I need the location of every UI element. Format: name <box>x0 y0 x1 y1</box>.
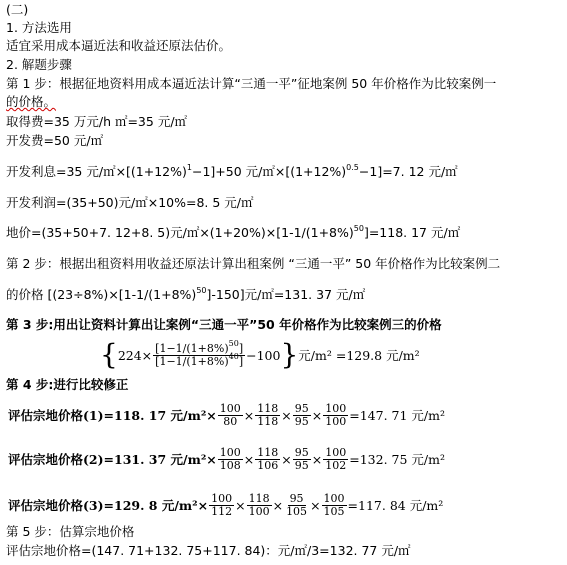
step3-formula <box>100 338 420 372</box>
right-brace: } <box>280 338 299 371</box>
fraction-denominator: 108 <box>219 458 241 472</box>
eval3-fraction <box>209 493 234 518</box>
left-brace: { <box>100 338 118 371</box>
eval2-result: =132. 75 元/m² <box>349 452 445 467</box>
eval1-fraction <box>218 403 243 428</box>
dev-profit: 开发利润=(35+50)元/㎡×10%=8. 5 元/㎡ <box>6 195 254 210</box>
eval1-fraction <box>255 403 280 428</box>
dev-cost: 开发费=50 元/㎡ <box>6 133 104 148</box>
interest-exp1: 1 <box>186 163 192 172</box>
step3-fraction <box>153 338 245 368</box>
fraction-numerator: 100 <box>219 401 241 415</box>
step2-formula <box>6 287 365 303</box>
eval2-fraction <box>323 447 348 472</box>
eval3-label: 评估宗地价格(3)=129. 8 元/m²× <box>8 498 209 513</box>
multiply-sign: × <box>243 407 255 423</box>
multiply-sign: × <box>310 497 321 513</box>
fraction-numerator: 95 <box>289 491 304 505</box>
eval1-formula <box>8 400 445 430</box>
acquire-cost: 取得费=35 万元/h ㎡=35 元/㎡ <box>6 114 188 129</box>
dev-interest <box>6 164 458 180</box>
interest-exp2: 0.5 <box>346 163 359 172</box>
method-text: 适宜采用成本逼近法和收益还原法估价。 <box>6 38 232 53</box>
eval1-result: =147. 71 元/m² <box>349 408 445 423</box>
fraction-denominator: 105 <box>323 504 345 518</box>
fraction-denominator: 100 <box>325 414 347 428</box>
fraction-denominator: 112 <box>211 504 233 518</box>
land-part2: ]=118. 17 元/㎡ <box>363 225 461 240</box>
fraction-numerator: 100 <box>323 491 345 505</box>
eval2-formula <box>8 444 445 474</box>
step1-line1: 第 1 步：根据征地资料用成本逼近法计算“三通一平”征地案例 50 年价格作为比较案例一 <box>6 76 497 91</box>
fraction-denominator: 95 <box>294 458 309 472</box>
step2-text: 第 2 步：根据出租资料用收益还原法计算出租案例 “三通一平” 50 年价格作为比较案例二 <box>6 256 501 271</box>
fraction-denominator: 95 <box>294 414 309 428</box>
multiply-sign: × <box>281 451 292 467</box>
step3-title: 第 3 步:用出让资料计算出让案例“三通一平”50 年价格作为比较案例三的价格 <box>6 317 442 332</box>
fraction-denominator: 102 <box>325 458 347 472</box>
multiply-sign: × <box>281 407 292 423</box>
method-heading: 1. 方法选用 <box>6 20 72 35</box>
step1-text <box>6 76 496 92</box>
eval3-result: =117. 84 元/m² <box>347 498 444 513</box>
multiply-sign: × <box>272 497 284 513</box>
section-heading: (二) <box>6 2 29 17</box>
step4-title: 第 4 步:进行比较修正 <box>6 377 129 392</box>
step1-line2: 的价格。 <box>6 94 57 109</box>
step3-lead: 224× <box>117 347 153 363</box>
interest-part2: −1]+50 元/㎡×[(1+12%) <box>191 164 347 179</box>
eval3-fraction <box>284 493 309 518</box>
final-price: 评估宗地价格=(147. 71+132. 75+117. 84)：元/㎡/3=132. 77 元/㎡ <box>6 543 411 558</box>
fraction-numerator: 100 <box>211 491 233 505</box>
land-price <box>6 225 460 241</box>
fraction-numerator: 95 <box>294 445 309 459</box>
eval1-fraction <box>323 403 348 428</box>
multiply-sign: × <box>235 497 246 513</box>
fraction-numerator: 118 <box>257 445 279 459</box>
fraction-numerator: 95 <box>294 401 309 415</box>
eval2-fraction <box>293 447 311 472</box>
step1-text-cont <box>6 94 56 110</box>
interest-part3: −1]=7. 12 元/㎡ <box>358 164 458 179</box>
eval3-fraction <box>247 493 272 518</box>
fraction-denominator: 80 <box>223 414 238 428</box>
step3-tail: −100 <box>246 347 281 363</box>
multiply-sign: × <box>243 451 255 467</box>
step2-part2: ]-150]元/㎡=131. 37 元/㎡ <box>206 287 366 302</box>
eval3-formula <box>8 490 443 520</box>
fraction-numerator: 118 <box>257 401 279 415</box>
step3-denominator: $[1-1/(1+8\%)^{40}]$ <box>155 351 244 368</box>
step5-title: 第 5 步：估算宗地价格 <box>6 524 135 539</box>
eval3-fraction <box>322 493 347 518</box>
step3-numerator: $[1-1/(1+8\%)^{50}]$ <box>155 338 244 355</box>
eval1-label: 评估宗地价格(1)=118. 17 元/m²× <box>8 408 217 423</box>
eval2-label: 评估宗地价格(2)=131. 37 元/m²× <box>8 452 217 467</box>
fraction-denominator: 106 <box>257 458 279 472</box>
fraction-numerator: 118 <box>248 491 270 505</box>
land-exp: 50 <box>353 224 364 233</box>
fraction-denominator: 105 <box>286 504 308 518</box>
fraction-numerator: 100 <box>219 445 241 459</box>
step3-result: 元/m² =129.8 元/m² <box>298 348 420 363</box>
steps-heading: 2. 解题步骤 <box>6 57 72 72</box>
eval1-fraction <box>293 403 311 428</box>
step2-exp: 50 <box>196 286 207 295</box>
interest-part1: 开发利息=35 元/㎡×[(1+12%) <box>6 164 187 179</box>
land-part1: 地价=(35+50+7. 12+8. 5)元/㎡×(1+20%)×[1-1/(1+8%) <box>6 225 354 240</box>
fraction-denominator: 118 <box>257 414 279 428</box>
multiply-sign: × <box>311 407 323 423</box>
eval2-fraction <box>255 447 280 472</box>
step2-part1: 的价格 [(23÷8%)×[1-1/(1+8%) <box>6 287 197 302</box>
fraction-numerator: 100 <box>325 445 347 459</box>
eval2-fraction <box>218 447 243 472</box>
fraction-numerator: 100 <box>325 401 347 415</box>
multiply-sign: × <box>311 451 323 467</box>
fraction-denominator: 100 <box>248 504 270 518</box>
